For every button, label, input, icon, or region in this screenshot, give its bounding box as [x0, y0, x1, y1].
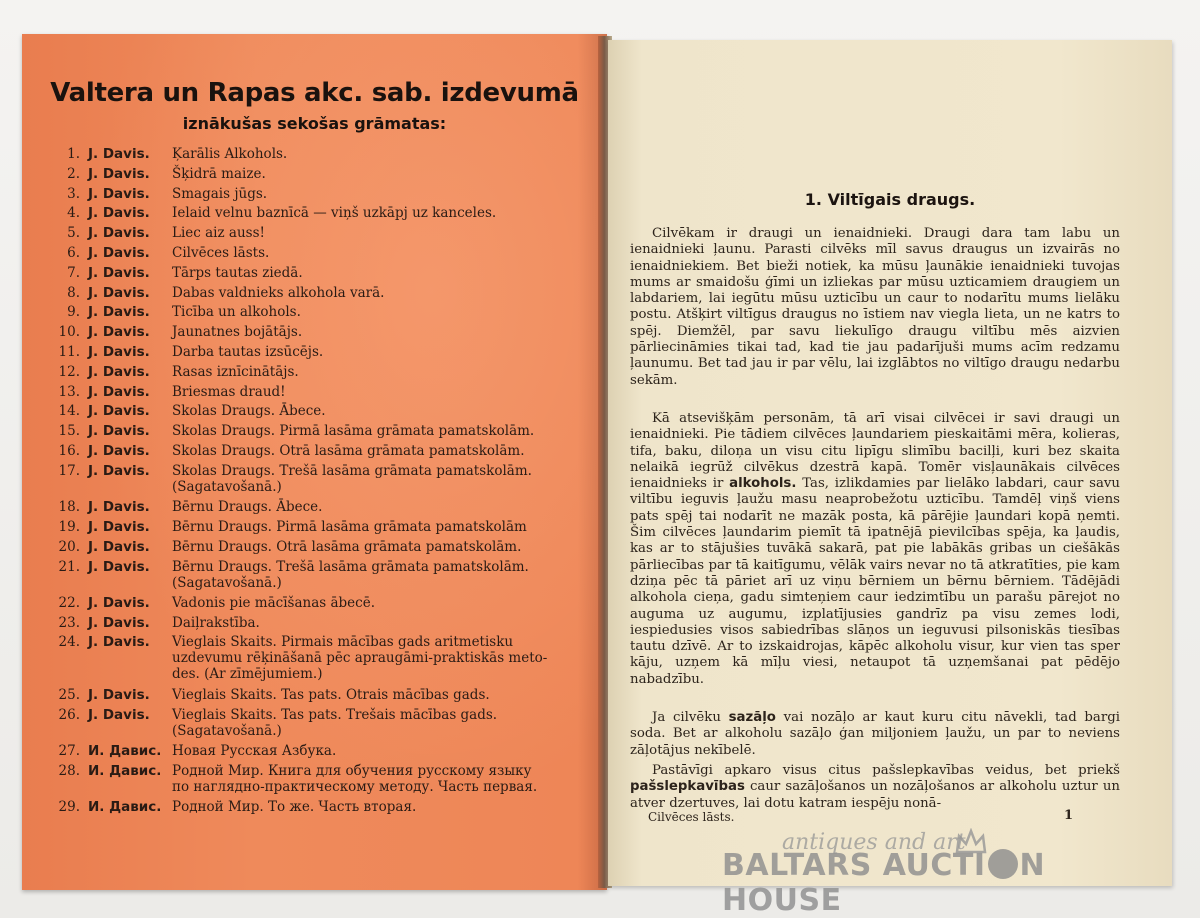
book-number: 12. — [58, 363, 80, 380]
book-number: 22. — [58, 594, 80, 611]
page-footer-title: Cilvēces lāsts. — [648, 810, 735, 824]
book-title-line: Skolas Draugs. Trešā lasāma grāmata pamatskolām. — [172, 462, 532, 479]
book-author: J. Davis. — [88, 146, 150, 162]
book-title — [172, 245, 587, 261]
book-number: 7. — [67, 264, 80, 281]
book-number: 9. — [67, 304, 80, 321]
book-number: 18. — [58, 499, 80, 516]
book-number: 13. — [58, 383, 80, 400]
paragraph-2-text — [630, 411, 1120, 688]
publisher-subheading: iznākušas sekošas grāmatas: — [182, 114, 447, 133]
book-title-line: Briesmas draud! — [172, 383, 286, 400]
paragraph-3-part-a: Ja cilvēku — [652, 710, 721, 725]
watermark-script-text: antiques and art — [782, 830, 966, 855]
book-title-line: Ķarālis Alkohols. — [172, 146, 288, 162]
emphasis-passlepkavibas: pašslepkavības — [630, 779, 745, 795]
book-title-line: по наглядно-практическому методу. Часть первая. — [172, 779, 538, 796]
watermark-main-right: N HOUSE — [722, 848, 1046, 918]
book-number: 16. — [58, 443, 80, 459]
book-number: 2. — [67, 165, 80, 182]
book-number: 28. — [58, 763, 80, 780]
book-title-line: Bērnu Draugs. Ābece. — [172, 499, 323, 516]
book-title-line: Skolas Draugs. Ābece. — [172, 403, 326, 420]
book-number: 1. — [67, 146, 80, 162]
book-title — [172, 186, 587, 202]
book-author: J. Davis. — [88, 324, 150, 341]
book-title-line: Darba tautas izsūcējs. — [172, 344, 324, 360]
paragraph-4 — [630, 763, 1120, 812]
book-number: 8. — [67, 284, 80, 301]
book-author: J. Davis. — [88, 634, 150, 651]
paragraph-2-part-b: Tas, izlikdamies par lielāko labdari, caur savu viltību ieguvis ļaužu masu neaprobežotu uzticību. Tamdēļ viņš viens pats spēj tai nodarīt ne mazāk posta, kā pārējie ļaundari kopā ņemti. Šim cilvēces ļaundarim piemīt tā ipatnējā pievilcības spēja, ka ļaudis, kas ar to stājušies tuvākā sakarā, pat pie labākās gribas un ciešākās pārliecības par tā kaitīgumu, vēlāk vairs nevar no tā atkratīties, pie kam dziņa pēc tā pāriet arī uz viņu bērniem un bērnu bērniem. Tādējādi alkohola cieņa, gadu simteņiem caur iedzimtību un parašu pārejot no auguma uz augumu, izplatījusies gandrīz pa visu zemes lodi, iespiedusies visos sabiedrības slāņos un ieguvusi pilsoniskās tiesības tautu dzīvē. Ar to izskaidrojas, kāpēc alkoholu visur, kur vien tas sper kāju, uzņem kā mīļu viesi, netaupot tā uzņemšanai pat pēdējo nabadzību. — [630, 476, 1120, 687]
book-title — [172, 324, 587, 340]
left-page-cover — [22, 34, 607, 890]
watermark-o-circle — [988, 849, 1018, 879]
book-title-line: Новая Русская Азбука. — [172, 743, 337, 760]
book-author: J. Davis. — [88, 403, 150, 420]
book-author: J. Davis. — [88, 538, 150, 555]
paragraph-3-text — [630, 710, 1120, 759]
book-author: J. Davis. — [88, 383, 150, 400]
right-page-text — [608, 40, 1172, 886]
book-author: J. Davis. — [88, 462, 150, 479]
book-title — [172, 687, 587, 703]
book-number: 21. — [58, 558, 80, 575]
publisher-heading: Valtera un Rapas akc. sab. izdevumā — [50, 78, 579, 108]
book-title-line: Smagais jūgs. — [172, 185, 268, 202]
book-number: 17. — [58, 462, 80, 479]
book-author: J. Davis. — [88, 499, 150, 516]
watermark-main-text — [722, 848, 1122, 918]
book-title — [172, 499, 587, 515]
book-title-line: Skolas Draugs. Pirmā lasāma grāmata pamatskolām. — [172, 423, 535, 440]
auction-watermark — [722, 828, 1122, 918]
book-title — [172, 539, 587, 555]
book-title-line: Daiļrakstība. — [172, 614, 260, 631]
book-author: J. Davis. — [88, 614, 150, 631]
book-title — [172, 615, 587, 631]
book-title-line: Dabas valdnieks alkohola varā. — [172, 284, 385, 301]
book-number: 26. — [58, 707, 80, 723]
book-number: 19. — [58, 518, 80, 535]
book-title — [172, 225, 587, 241]
book-title — [172, 707, 587, 739]
paragraph-1-text: Cilvēkam ir draugi un ienaidnieki. Draugi dara tam labu un ienaidnieki ļaunu. Parasti cilvēks mīl savus draugus un izvairās no ienaidniekiem. Bet bieži notiek, ka mūsu ļaunākie ienaidnieki tuvojas mums ar smaidošu ģīmi un izliekas par mūsu uzticamiem draugiem un labdariem, lai iegūtu mūsu uzticību un caur to nodarītu mums lielāku postu. Atšķirt viltīgus draugus no īstiem nav viegla lieta, un ne katrs to spēj. Diemžēl, par savu liekulīgo draugu viltību mēs aizvien pārliecināmies tikai tad, kad tie jau padarījuši mums acīm redzamu ļaunumu. Bet tad jau ir par vēlu, lai izglābtos no viltīgo draugu nedarbu sekām. — [630, 226, 1120, 388]
book-title-line: Vadonis pie mācīšanas ābecē. — [172, 594, 375, 611]
book-title-line: Bērnu Draugs. Otrā lasāma grāmata pamatskolām. — [172, 538, 522, 555]
book-title — [172, 559, 587, 591]
book-number: 5. — [67, 225, 80, 242]
book-title — [172, 634, 587, 682]
book-author: J. Davis. — [88, 707, 150, 723]
book-title — [172, 403, 587, 419]
book-author: J. Davis. — [88, 687, 150, 704]
book-title-line: (Sagatavošanā.) — [172, 723, 282, 739]
paragraph-4-text — [630, 763, 1120, 812]
book-title — [172, 344, 587, 360]
book-author: И. Давис. — [88, 743, 162, 760]
book-number: 29. — [58, 799, 80, 816]
book-title-line: Ticība un alkohols. — [172, 304, 301, 321]
book-author: J. Davis. — [88, 443, 150, 459]
paragraph-3 — [630, 710, 1120, 759]
book-title-line: des. (Ar zīmējumiem.) — [172, 666, 323, 683]
book-author: J. Davis. — [88, 558, 150, 575]
paragraph-4-part-a: Pastāvīgi apkaro visus citus pašslepkavības veidus, bet priekš — [652, 763, 1120, 778]
page-number: 1 — [1064, 808, 1074, 823]
book-title — [172, 166, 587, 182]
book-title-line: Родной Мир. То же. Часть вторая. — [172, 799, 417, 816]
book-title-line: Bērnu Draugs. Trešā lasāma grāmata pamatskolām. — [172, 558, 529, 575]
book-author: J. Davis. — [88, 185, 150, 202]
book-author: И. Давис. — [88, 799, 162, 816]
book-title-line: uzdevumu rēķināšanā pēc apraugāmi-praktiskās meto- — [172, 650, 548, 667]
book-number: 10. — [58, 324, 80, 341]
book-number: 25. — [58, 687, 80, 704]
book-number: 3. — [67, 185, 80, 202]
book-author: J. Davis. — [88, 594, 150, 611]
book-title-line: Skolas Draugs. Otrā lasāma grāmata pamatskolām. — [172, 443, 525, 459]
book-title — [172, 265, 587, 281]
book-number: 6. — [67, 245, 80, 261]
book-number: 4. — [67, 205, 80, 222]
book-title — [172, 799, 587, 815]
section-title: 1. Viltīgais draugs. — [804, 190, 976, 209]
book-title-line: (Sagatavošanā.) — [172, 478, 282, 495]
book-author: J. Davis. — [88, 245, 150, 261]
book-title — [172, 763, 587, 795]
book-title — [172, 146, 587, 162]
book-number: 23. — [58, 614, 80, 631]
book-title — [172, 205, 587, 221]
book-title — [172, 595, 587, 611]
book-title — [172, 463, 587, 495]
book-title-line: Liec aiz auss! — [172, 225, 265, 242]
book-title-line: Vieglais Skaits. Pirmais mācības gads aritmetisku — [172, 634, 514, 651]
book-number: 15. — [58, 423, 80, 440]
watermark-main-left: BALTARS AUCTI — [722, 848, 986, 883]
book-title-line: Tārps tautas ziedā. — [172, 264, 303, 281]
book-title-line: Bērnu Draugs. Pirmā lasāma grāmata pamatskolām — [172, 518, 527, 535]
book-title — [172, 443, 587, 459]
paragraph-2-part-a: Kā atsevišķām personām, tā arī visai cilvēcei ir savi draugi un ienaidnieki. Pie tādiem cilvēces ļaundariem pieskaitāmi mēra, kolieras, tifa, baku, diloņa un visu citu lipīgu slimību bacilļi, kuri bez skaita nelaikā iegrūž cilvēkus dzestrā kapā. Tomēr visļaunākais cilvēces ienaidnieks ir — [630, 411, 1120, 492]
book-author: J. Davis. — [88, 518, 150, 535]
paragraph-1 — [630, 226, 1120, 389]
book-title-line: Rasas iznīcinātājs. — [172, 363, 299, 380]
book-title-line: Ielaid velnu baznīcā — viņš uzkāpj uz kanceles. — [172, 205, 497, 222]
book-title-line: Vieglais Skaits. Tas pats. Otrais mācības gads. — [172, 687, 490, 704]
book-author: И. Давис. — [88, 763, 162, 780]
book-number: 20. — [58, 538, 80, 555]
book-title-line: Родной Мир. Книга для обучения русскому языку — [172, 763, 532, 780]
emphasis-sazalo: sazāļo — [728, 710, 776, 725]
book-author: J. Davis. — [88, 344, 150, 360]
book-title-line: (Sagatavošanā.) — [172, 574, 282, 591]
book-title-line: Šķidrā maize. — [172, 165, 266, 182]
book-author: J. Davis. — [88, 363, 150, 380]
book-title — [172, 384, 587, 400]
paragraph-2 — [630, 411, 1120, 688]
book-title-line: Vieglais Skaits. Tas pats. Trešais mācības gads. — [172, 707, 498, 723]
book-number: 27. — [58, 743, 80, 760]
book-author: J. Davis. — [88, 284, 150, 301]
book-title-line: Jaunatnes bojātājs. — [172, 324, 303, 341]
emphasis-alkohols: alkohols. — [729, 476, 797, 492]
book-author: J. Davis. — [88, 205, 150, 222]
book-title — [172, 423, 587, 439]
book-author: J. Davis. — [88, 264, 150, 281]
book-title-line: Cilvēces lāsts. — [172, 245, 270, 261]
book-title — [172, 304, 587, 320]
book-number: 14. — [58, 403, 80, 420]
book-title — [172, 285, 587, 301]
book-title — [172, 519, 587, 535]
book-title — [172, 364, 587, 380]
book-author: J. Davis. — [88, 304, 150, 321]
crown-icon — [954, 828, 988, 856]
book-title — [172, 743, 587, 759]
book-number: 24. — [58, 634, 80, 651]
book-author: J. Davis. — [88, 225, 150, 242]
book-author: J. Davis. — [88, 165, 150, 182]
paragraph-4-part-b: caur sazāļošanos un nozāļošanos ar alkoholu uztur un atver dzertuves, lai dotu katram iespēju nonā- — [630, 779, 1120, 811]
book-author: J. Davis. — [88, 423, 150, 440]
book-number: 11. — [58, 344, 80, 360]
paragraph-3-part-b: vai nozāļo ar kaut kuru citu nāvekli, tad bargi soda. Bet ar alkoholu sazāļo ģan miljoniem ļaužu, un par to neviens zāļotājus nekībelē. — [630, 710, 1120, 758]
